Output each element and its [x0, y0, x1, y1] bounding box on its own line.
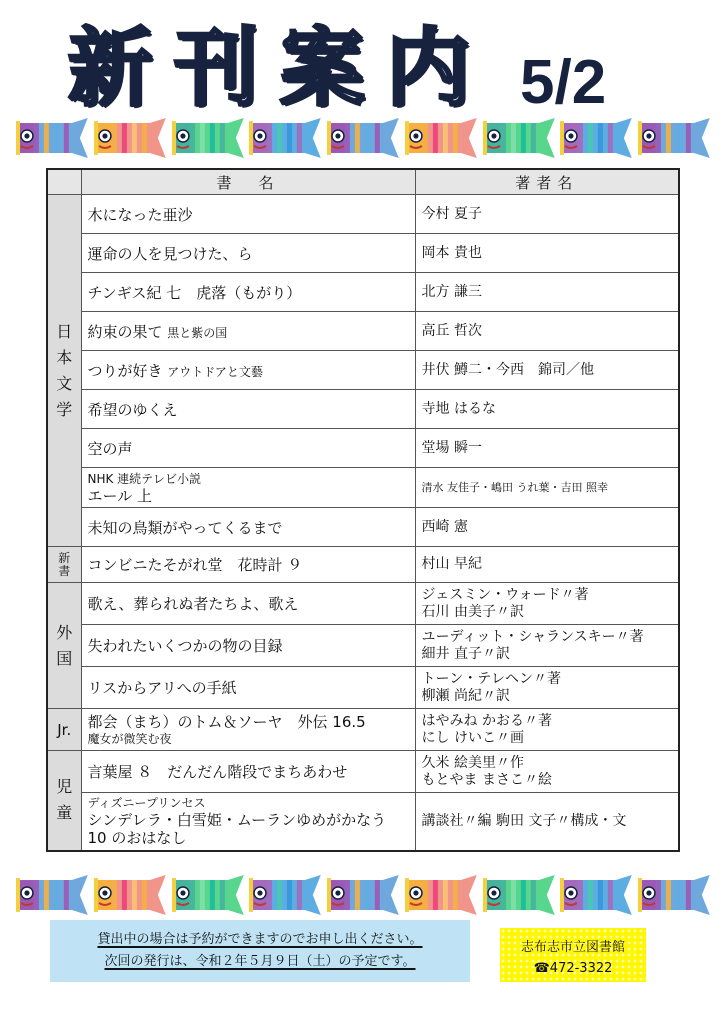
- header: [0, 18, 724, 118]
- koinobori-icon: [170, 872, 248, 918]
- book-author: 寺地 はるな: [415, 390, 679, 429]
- book-title-main: シンデレラ・白雪姫・ムーランゆめがかなう: [87, 811, 387, 830]
- book-author: 村山 早紀: [415, 547, 679, 583]
- book-title: 運命の人を見つけた、ら: [81, 234, 415, 273]
- table-row: [47, 583, 679, 625]
- book-author: トーン・テレヘン〃著 柳瀬 尚紀〃訳: [415, 667, 679, 709]
- book-series: NHK 連続テレビ小説: [87, 471, 201, 486]
- category-cell: [47, 547, 81, 583]
- book-author: ジェスミン・ウォード〃著 石川 由美子〃訳: [415, 583, 679, 625]
- koinobori-icon: [14, 115, 92, 161]
- table-row: [47, 195, 679, 234]
- koinobori-icon: [403, 872, 481, 918]
- book-title: チンギス紀 七 虎落（もがり）: [81, 273, 415, 312]
- book-author: ユーディット・シャランスキー〃著 細井 直子〃訳: [415, 625, 679, 667]
- book-title: リスからアリへの手紙: [81, 667, 415, 709]
- koinobori-icon: [92, 115, 170, 161]
- column-header-title: 書 名: [81, 169, 415, 195]
- category-cell: [47, 751, 81, 851]
- book-author: 高丘 哲次: [415, 312, 679, 351]
- book-title: [81, 709, 415, 751]
- book-author: 清水 友佳子・嶋田 うれ葉・吉田 照幸: [415, 468, 679, 508]
- book-title: 歌え、葬られぬ者たちよ、歌え: [81, 583, 415, 625]
- book-title-main: つりが好き: [87, 361, 163, 380]
- book-title-main: 都会（まち）のトム＆ソーヤ 外伝 16.5: [87, 712, 366, 731]
- book-title-main: エール 上: [87, 486, 152, 505]
- notice-line: 次回の発行は、令和２年５月９日（土）の予定です。: [104, 954, 416, 969]
- koinobori-icon: [170, 115, 248, 161]
- table-row: [47, 793, 679, 851]
- library-info: [500, 928, 646, 982]
- notice-line: 貸出中の場合は予約ができますのでお申し出ください。: [97, 932, 423, 947]
- notice-box: [50, 920, 470, 982]
- table-row: [47, 429, 679, 468]
- table-row: [47, 625, 679, 667]
- table-header-row: [47, 169, 679, 195]
- category-cell: Jr.: [47, 709, 81, 751]
- category-cell: [47, 583, 81, 709]
- book-title: 希望のゆくえ: [81, 390, 415, 429]
- library-phone: ☎472-3322: [533, 961, 613, 976]
- koinobori-icon: [558, 115, 636, 161]
- category-label: 日本文学: [56, 321, 73, 419]
- book-author: 久米 絵美里〃作 もとやま まさこ〃絵: [415, 751, 679, 793]
- table-row: [47, 751, 679, 793]
- book-author: 今村 夏子: [415, 195, 679, 234]
- table-row: [47, 351, 679, 390]
- table-row: [47, 508, 679, 547]
- koinobori-icon: [247, 115, 325, 161]
- library-name: 志布志市立図書館: [520, 940, 625, 955]
- book-title: 失われたいくつかの物の目録: [81, 625, 415, 667]
- koinobori-icon: [636, 115, 714, 161]
- book-subtitle: 黒と紫の国: [167, 325, 228, 340]
- table-row: [47, 667, 679, 709]
- corner-cell: [47, 169, 81, 195]
- book-title: コンビニたそがれ堂 花時計 ９: [81, 547, 415, 583]
- table-row: [47, 468, 679, 508]
- book-author: 岡本 貴也: [415, 234, 679, 273]
- category-label: 児童: [56, 777, 73, 823]
- koinobori-banner-bottom: [14, 872, 714, 918]
- page-title: 新刊案内: [68, 19, 493, 117]
- book-title: 空の声: [81, 429, 415, 468]
- table-row: [47, 312, 679, 351]
- table-row: [47, 390, 679, 429]
- category-label: 外国: [56, 622, 73, 668]
- book-subtitle: アウトドアと文藝: [167, 364, 263, 379]
- book-series: ディズニープリンセス: [87, 796, 206, 811]
- koinobori-icon: [325, 872, 403, 918]
- koinobori-icon: [481, 115, 559, 161]
- book-title-cont: 10 のおはなし: [87, 829, 187, 848]
- book-author: 井伏 鱒二・今西 錦司／他: [415, 351, 679, 390]
- koinobori-icon: [636, 872, 714, 918]
- koinobori-icon: [325, 115, 403, 161]
- book-title: 言葉屋 ８ だんだん階段でまちあわせ: [81, 751, 415, 793]
- book-author: 西崎 憲: [415, 508, 679, 547]
- book-title-main: 約束の果て: [87, 322, 163, 341]
- book-subtitle: 魔女が微笑む夜: [87, 731, 172, 746]
- table-row: [47, 709, 679, 751]
- book-author: はやみね かおる〃著 にし けいこ〃画: [415, 709, 679, 751]
- koinobori-icon: [92, 872, 170, 918]
- book-title: [81, 312, 415, 351]
- book-title: [81, 793, 415, 851]
- issue-date: 5/2: [520, 48, 607, 117]
- category-cell: [47, 195, 81, 547]
- book-title: 未知の鳥類がやってくるまで: [81, 508, 415, 547]
- book-title: [81, 351, 415, 390]
- koinobori-icon: [558, 872, 636, 918]
- book-title: [81, 468, 415, 508]
- koinobori-icon: [481, 872, 559, 918]
- table-row: [47, 234, 679, 273]
- book-title: 木になった亜沙: [81, 195, 415, 234]
- book-author: 講談社〃編 駒田 文子〃構成・文: [415, 793, 679, 851]
- book-table: [46, 168, 680, 852]
- koinobori-icon: [403, 115, 481, 161]
- koinobori-icon: [14, 872, 92, 918]
- column-header-author: 著者名: [415, 169, 679, 195]
- table-row: [47, 273, 679, 312]
- koinobori-banner-top: [14, 115, 714, 161]
- table-row: [47, 547, 679, 583]
- book-author: 堂場 瞬一: [415, 429, 679, 468]
- category-label: 新書: [58, 550, 71, 578]
- koinobori-icon: [247, 872, 325, 918]
- book-author: 北方 謙三: [415, 273, 679, 312]
